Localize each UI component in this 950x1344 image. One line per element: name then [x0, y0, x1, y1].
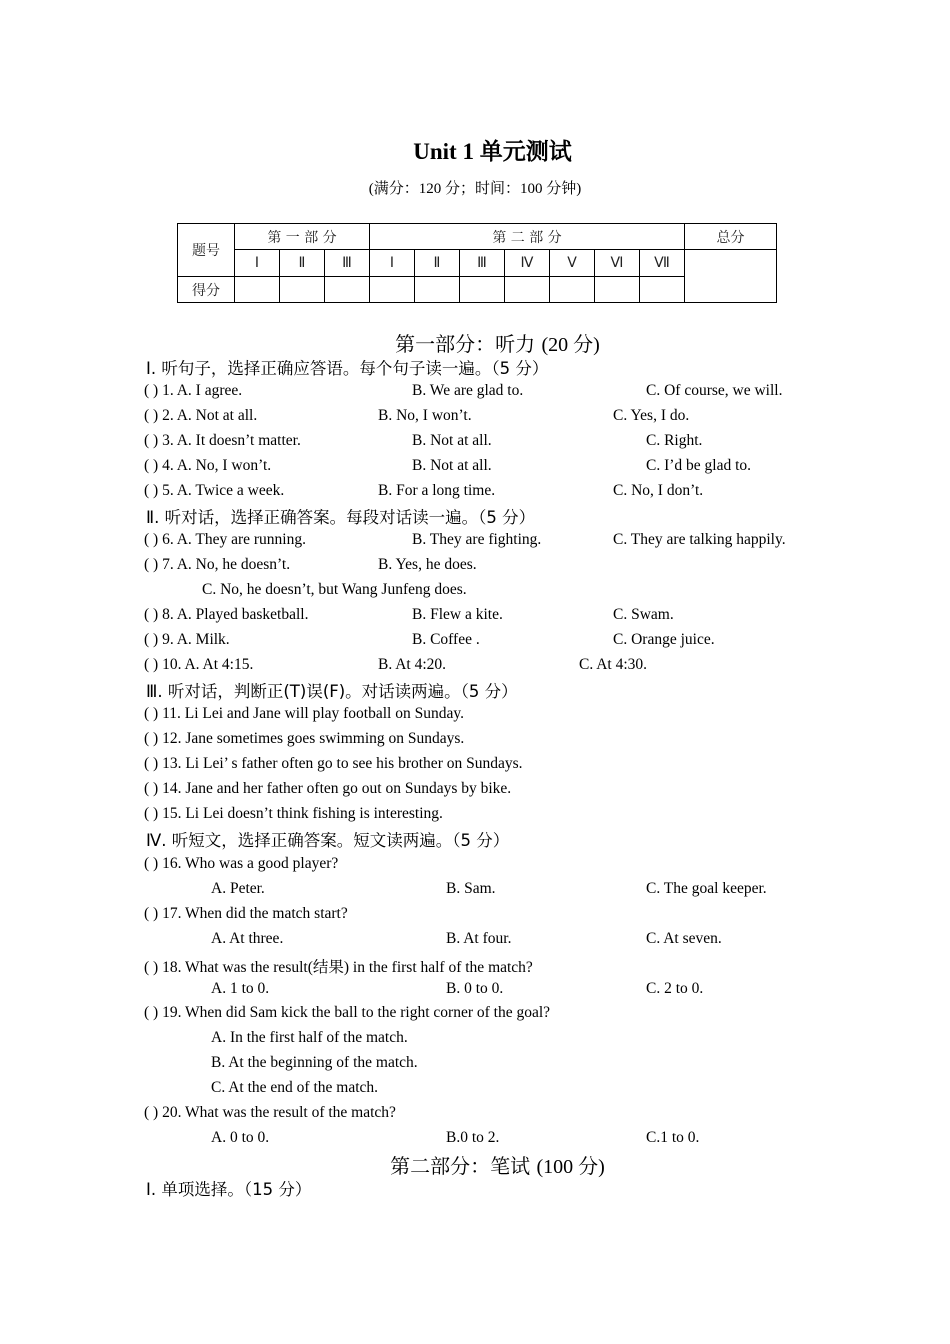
question-option-b: B.0 to 2. — [446, 1129, 500, 1146]
question-option-b: B. At four. — [446, 930, 512, 947]
question-option-a: ( ) 2. A. Not at all. — [144, 407, 258, 424]
question-option-a: ( ) 10. A. At 4:15. — [144, 656, 254, 673]
question-option-b: B. At the beginning of the match. — [211, 1054, 418, 1071]
question-statement: ( ) 11. Li Lei and Jane will play football on Sunday. — [144, 705, 464, 722]
question-option-b: B. Coffee . — [412, 631, 480, 648]
question-option-a: ( ) 5. A. Twice a week. — [144, 482, 285, 499]
question-option-a: A. At three. — [211, 930, 284, 947]
score-cell[interactable] — [235, 277, 280, 303]
question-stem: ( ) 17. When did the match start? — [144, 905, 348, 922]
question-option-c: C. No, I don’t. — [613, 482, 704, 499]
question-option-b: B. For a long time. — [378, 482, 496, 499]
question-statement: ( ) 15. Li Lei doesn’t think fishing is interesting. — [144, 805, 443, 822]
question-option-b: B. They are fighting. — [412, 531, 542, 548]
question-option-a: A. 1 to 0. — [211, 980, 270, 997]
question-option-c: C. Orange juice. — [613, 631, 715, 648]
page-title: Unit 1 单元测试 — [413, 139, 572, 164]
question-option-a: ( ) 4. A. No, I won’t. — [144, 457, 272, 474]
question-option-b: B. Not at all. — [412, 432, 492, 449]
question-option-b: B. At 4:20. — [378, 656, 447, 673]
question-option-b: B. No, I won’t. — [378, 407, 472, 424]
score-table-header-label: 题号 — [178, 224, 235, 277]
question-option-b: B. Yes, he does. — [378, 556, 477, 573]
part-heading: Ⅰ. 单项选择。（15 分） — [146, 1180, 312, 1199]
question-stem: ( ) 20. What was the result of the match? — [144, 1104, 396, 1121]
question-statement: ( ) 13. Li Lei’ s father often go to see his brother on Sundays. — [144, 755, 523, 772]
score-table-col-header: Ⅵ — [595, 250, 640, 277]
score-table-col-header: Ⅶ — [640, 250, 685, 277]
question-option-c: C. Swam. — [613, 606, 674, 623]
question-option-c: C. Right. — [646, 432, 703, 449]
question-option-a: A. 0 to 0. — [211, 1129, 270, 1146]
score-table-part1-label: 第 一 部 分 — [235, 224, 370, 250]
question-statement: ( ) 12. Jane sometimes goes swimming on Sundays. — [144, 730, 465, 747]
score-cell[interactable] — [505, 277, 550, 303]
score-table-col-header: Ⅳ — [505, 250, 550, 277]
question-option-a: ( ) 9. A. Milk. — [144, 631, 230, 648]
question-option-c: C. 2 to 0. — [646, 980, 704, 997]
section-heading-writing — [0, 1150, 950, 1179]
question-option-c: C. At seven. — [646, 930, 722, 947]
score-cell[interactable] — [280, 277, 325, 303]
question-option-a: ( ) 6. A. They are running. — [144, 531, 306, 548]
question-option-c: C. At the end of the match. — [211, 1079, 379, 1096]
question-option-a: ( ) 1. A. I agree. — [144, 382, 243, 399]
question-option-b: B. Flew a kite. — [412, 606, 503, 623]
question-option-b: B. Sam. — [446, 880, 496, 897]
question-option-a: A. Peter. — [211, 880, 265, 897]
section-heading-points: (20 分) — [541, 334, 600, 356]
part-heading: Ⅲ. 听对话，判断正(T)误(F)。对话读两遍。（5 分） — [146, 682, 518, 701]
section-heading-text: 第一部分：听力 — [395, 332, 536, 356]
score-cell[interactable] — [595, 277, 640, 303]
score-cell[interactable] — [460, 277, 505, 303]
question-option-a: ( ) 7. A. No, he doesn’t. — [144, 556, 291, 573]
question-option-b: B. We are glad to. — [412, 382, 524, 399]
question-stem: ( ) 16. Who was a good player? — [144, 855, 339, 872]
section-heading-points: (100 分) — [536, 1156, 605, 1178]
question-option-c: C. They are talking happily. — [613, 531, 786, 548]
question-option-c: C. Yes, I do. — [613, 407, 690, 424]
score-table-col-header: Ⅱ — [280, 250, 325, 277]
score-table-score-label: 得分 — [178, 277, 235, 303]
part-heading: Ⅳ. 听短文，选择正确答案。短文读两遍。（5 分） — [146, 831, 510, 850]
score-table-total-cell[interactable] — [685, 250, 777, 303]
score-cell[interactable] — [550, 277, 595, 303]
score-cell[interactable] — [370, 277, 415, 303]
question-option-c: C. Of course, we will. — [646, 382, 783, 399]
score-table-col-header: Ⅲ — [460, 250, 505, 277]
score-table — [177, 223, 777, 303]
section-heading-listening — [0, 328, 950, 357]
score-cell[interactable] — [415, 277, 460, 303]
question-option-c: C. The goal keeper. — [646, 880, 767, 897]
part-heading: Ⅰ. 听句子，选择正确应答语。每个句子读一遍。（5 分） — [146, 359, 549, 378]
question-option-b: B. Not at all. — [412, 457, 492, 474]
question-option-c: C.1 to 0. — [646, 1129, 700, 1146]
score-table-col-header: Ⅰ — [235, 250, 280, 277]
score-table-total-label: 总分 — [685, 224, 777, 250]
part-heading: Ⅱ. 听对话，选择正确答案。每段对话读一遍。（5 分） — [146, 508, 536, 527]
score-table-col-header: Ⅰ — [370, 250, 415, 277]
question-option-a: A. In the first half of the match. — [211, 1029, 408, 1046]
score-table-col-header: Ⅲ — [325, 250, 370, 277]
section-heading-text: 第二部分：笔试 — [390, 1154, 531, 1178]
question-statement: ( ) 14. Jane and her father often go out on Sundays by bike. — [144, 780, 512, 797]
score-table-part2-label: 第 二 部 分 — [370, 224, 685, 250]
question-option-c: C. I’d be glad to. — [646, 457, 752, 474]
question-stem: ( ) 18. What was the result(结果) in the first half of the match? — [144, 959, 533, 976]
score-cell[interactable] — [325, 277, 370, 303]
question-option-a: ( ) 3. A. It doesn’t matter. — [144, 432, 301, 449]
score-table-col-header: Ⅱ — [415, 250, 460, 277]
question-option-c: C. No, he doesn’t, but Wang Junfeng does. — [202, 581, 467, 598]
question-option-b: B. 0 to 0. — [446, 980, 504, 997]
question-option-a: ( ) 8. A. Played basketball. — [144, 606, 309, 623]
page-subtitle: (满分：120 分；时间：100 分钟) — [368, 181, 582, 197]
question-stem: ( ) 19. When did Sam kick the ball to the right corner of the goal? — [144, 1004, 551, 1021]
score-cell[interactable] — [640, 277, 685, 303]
score-table-col-header: Ⅴ — [550, 250, 595, 277]
question-option-c: C. At 4:30. — [579, 656, 648, 673]
